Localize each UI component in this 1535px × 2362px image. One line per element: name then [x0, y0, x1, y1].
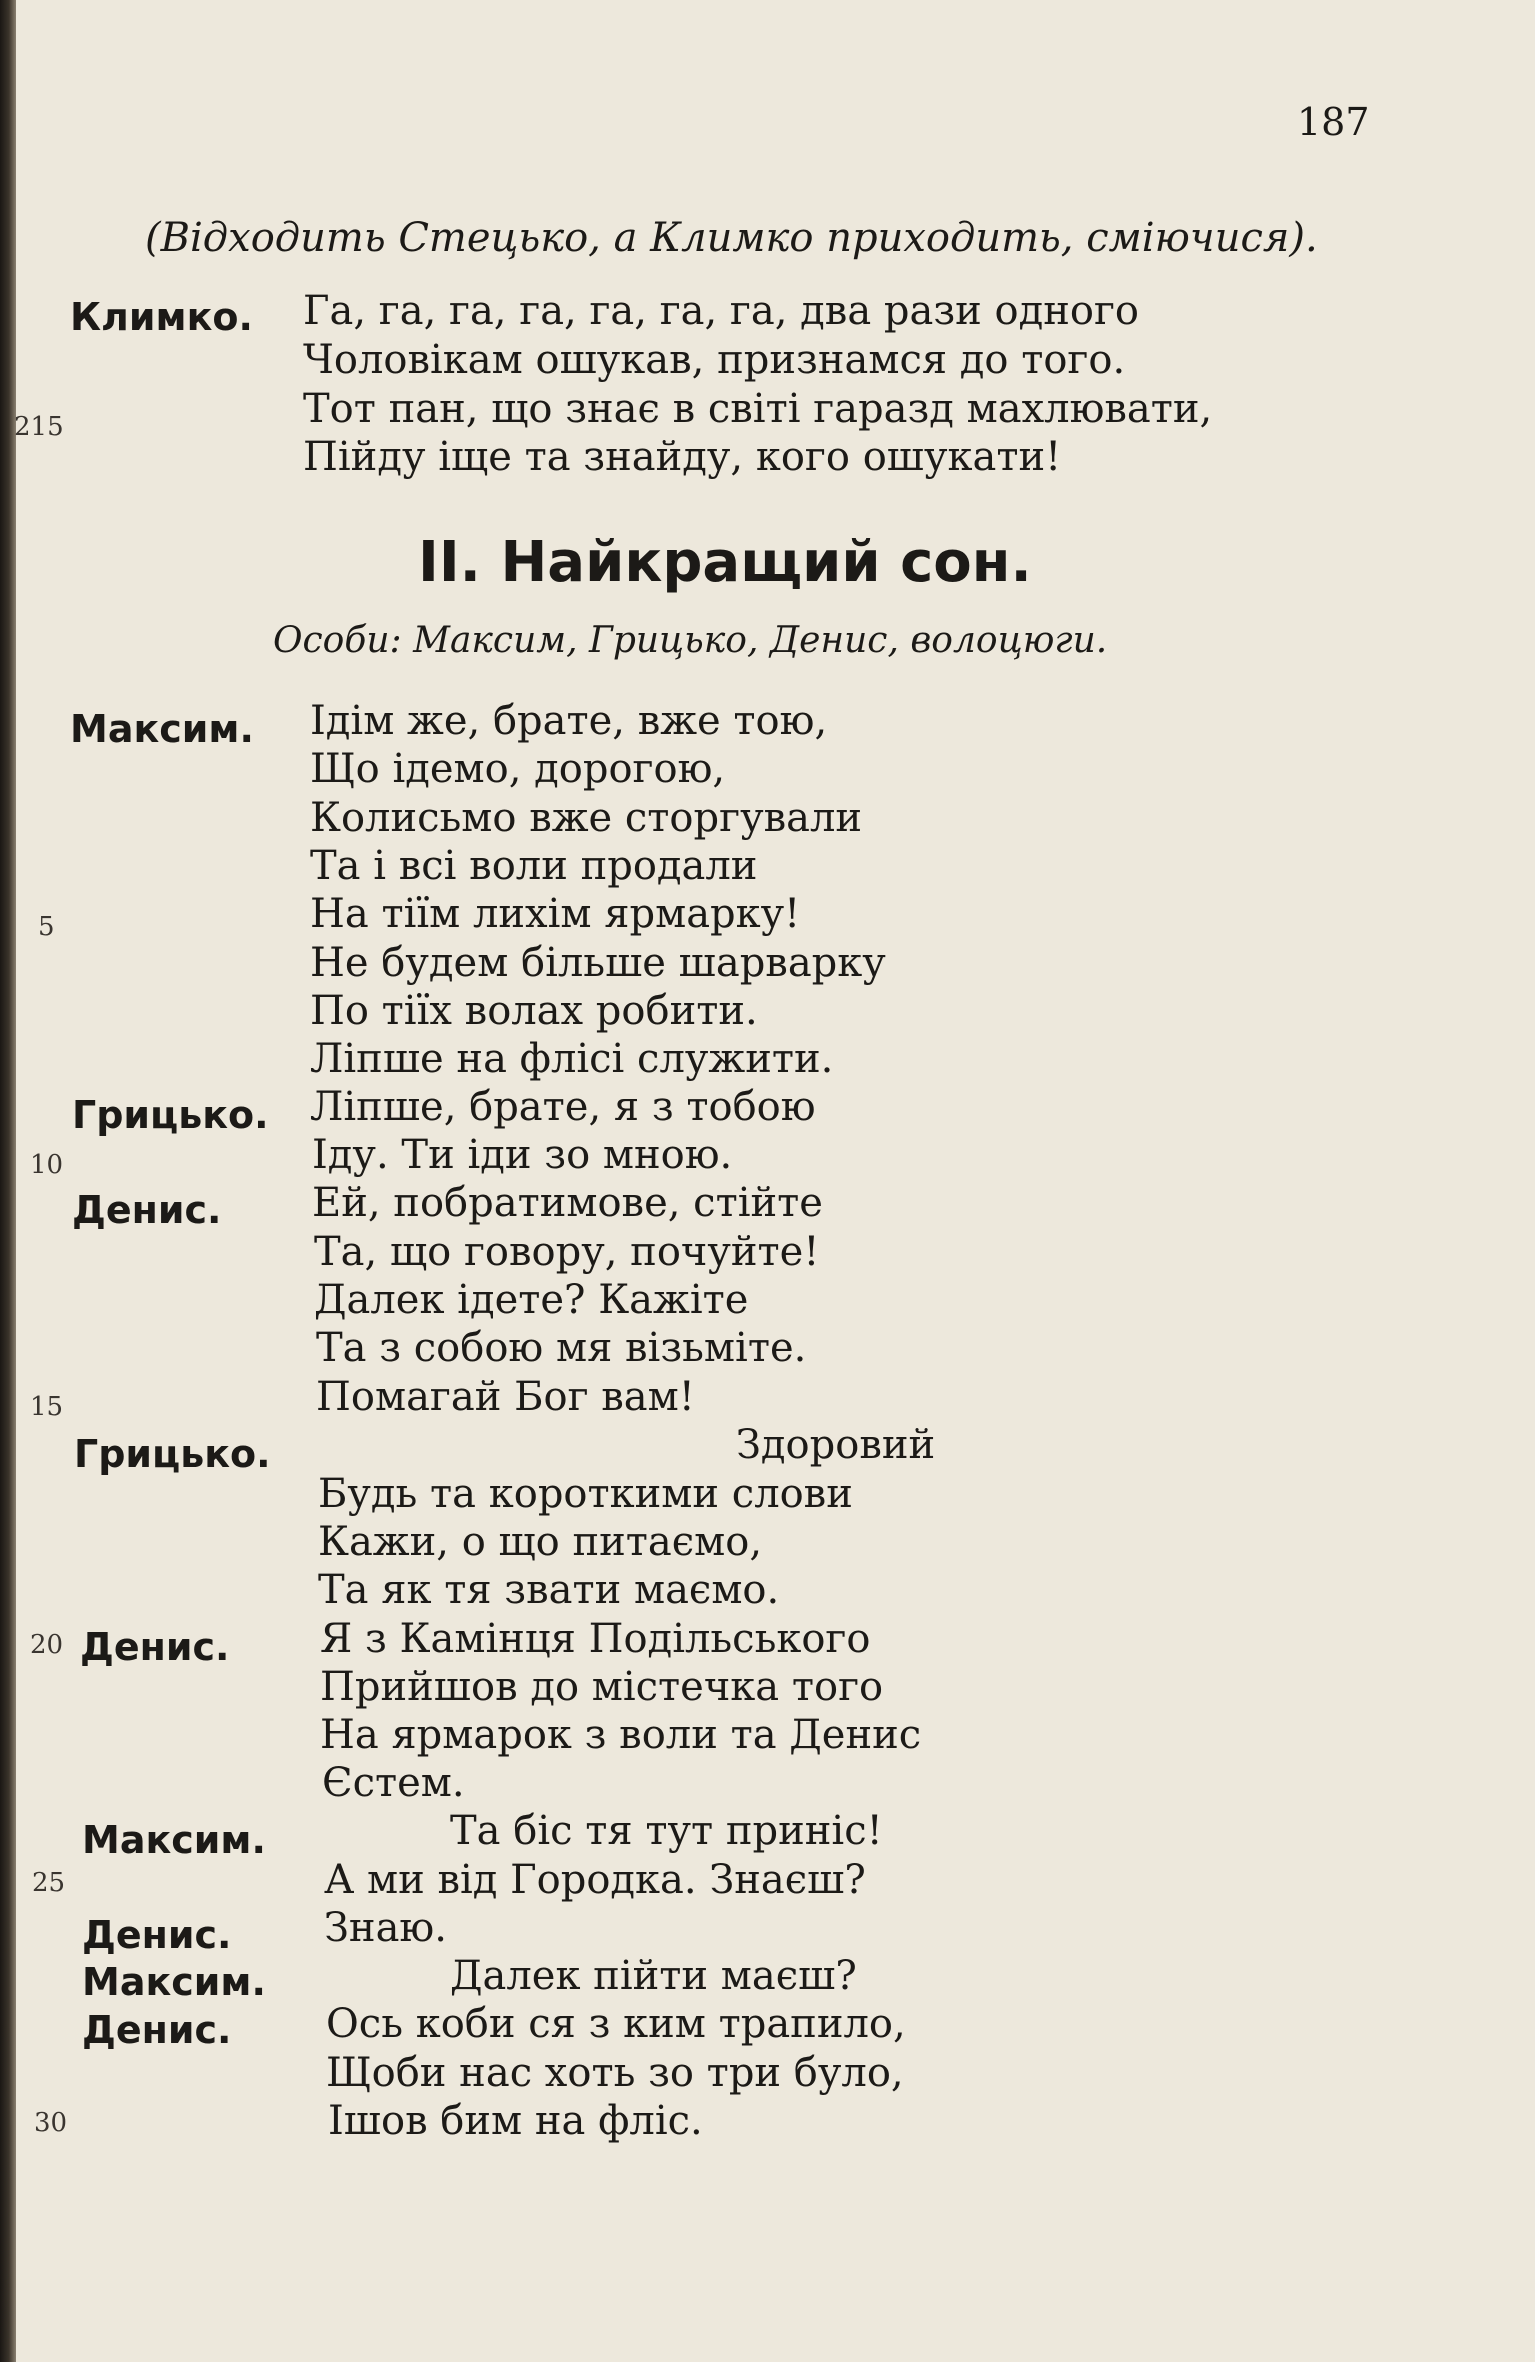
verse-line: Будь та короткими слови	[318, 1471, 853, 1517]
verse-line: Ідім же, брате, вже тою,	[310, 698, 828, 744]
line-number: 30	[34, 2108, 68, 2138]
verse-line: Пійду іще та знайду, кого ошукати!	[303, 434, 1062, 480]
verse-line: Ішов бим на фліс.	[328, 2098, 703, 2144]
speaker-label: Грицько.	[72, 1093, 269, 1137]
verse-line: Чоловікам ошукав, признамся до того.	[303, 337, 1126, 383]
verse-line: Знаю.	[324, 1905, 447, 1951]
verse-line: А ми від Городка. Знаєш?	[324, 1857, 866, 1903]
verse-line: Тот пан, що знає в світі гаразд махлювати,	[303, 386, 1213, 432]
verse-line: Ось коби ся з ким трапило,	[326, 2001, 906, 2047]
speaker-label: Денис.	[82, 2008, 232, 2052]
verse-line: Ей, побратимове, стійте	[312, 1180, 823, 1226]
verse-line: Та біс тя тут приніс!	[450, 1808, 883, 1854]
verse-line: Ліпше, брате, я з тобою	[310, 1084, 816, 1130]
page-number: 187	[1297, 100, 1370, 144]
verse-line: Іду. Ти іди зо мною.	[312, 1132, 733, 1178]
line-number: 20	[30, 1630, 64, 1660]
verse-line: Я з Камінця Подільського	[320, 1616, 871, 1662]
speaker-label: Максим.	[82, 1818, 266, 1862]
verse-line: Прийшов до містечка того	[320, 1664, 884, 1710]
verse-line: Га, га, га, га, га, га, га, два рази одного	[303, 288, 1140, 334]
verse-line: Та і всі воли продали	[310, 843, 758, 889]
verse-line: На тіїм лихім ярмарку!	[310, 891, 801, 937]
verse-line: Здоровий	[736, 1422, 936, 1468]
verse-line: Та з собою мя візьміте.	[316, 1325, 807, 1371]
speaker-label: Климко.	[70, 295, 253, 339]
verse-line: Та, що говору, почуйте!	[314, 1229, 820, 1275]
speaker-label: Денис.	[82, 1913, 232, 1957]
verse-line: Ліпше на флісі служити.	[310, 1036, 834, 1082]
verse-line: Далек пійти маєш?	[450, 1953, 857, 1999]
section-heading: II. Найкращий сон.	[418, 530, 1032, 595]
line-number: 25	[32, 1868, 66, 1898]
dramatis-personae: Особи: Максим, Грицько, Денис, волоцюги.	[273, 620, 1108, 661]
verse-line: Колисьмо вже сторгували	[310, 795, 863, 841]
speaker-label: Максим.	[70, 707, 254, 751]
page-binding-edge	[0, 0, 16, 2362]
verse-line: Помагай Бог вам!	[316, 1374, 695, 1420]
verse-line: Далек ідете? Кажіте	[314, 1277, 749, 1323]
stage-direction: (Відходить Стецько, а Климко приходить, сміючися).	[145, 215, 1318, 261]
speaker-label: Максим.	[82, 1960, 266, 2004]
speaker-label: Денис.	[72, 1188, 222, 1232]
line-number: 10	[30, 1150, 64, 1180]
verse-line: Що ідемо, дорогою,	[310, 746, 726, 792]
verse-line: Кажи, о що питаємо,	[318, 1519, 763, 1565]
verse-line: Єстем.	[322, 1760, 465, 1806]
verse-line: Щоби нас хоть зо три було,	[326, 2050, 904, 2096]
verse-line: Та як тя звати маємо.	[318, 1567, 780, 1613]
line-number: 215	[14, 412, 64, 442]
speaker-label: Грицько.	[74, 1432, 271, 1476]
speaker-label: Денис.	[80, 1625, 230, 1669]
verse-line: На ярмарок з воли та Денис	[320, 1712, 922, 1758]
line-number: 15	[30, 1392, 64, 1422]
line-number: 5	[38, 912, 55, 942]
verse-line: По тіїх волах робити.	[310, 988, 758, 1034]
verse-line: Не будем більше шарварку	[310, 940, 886, 986]
